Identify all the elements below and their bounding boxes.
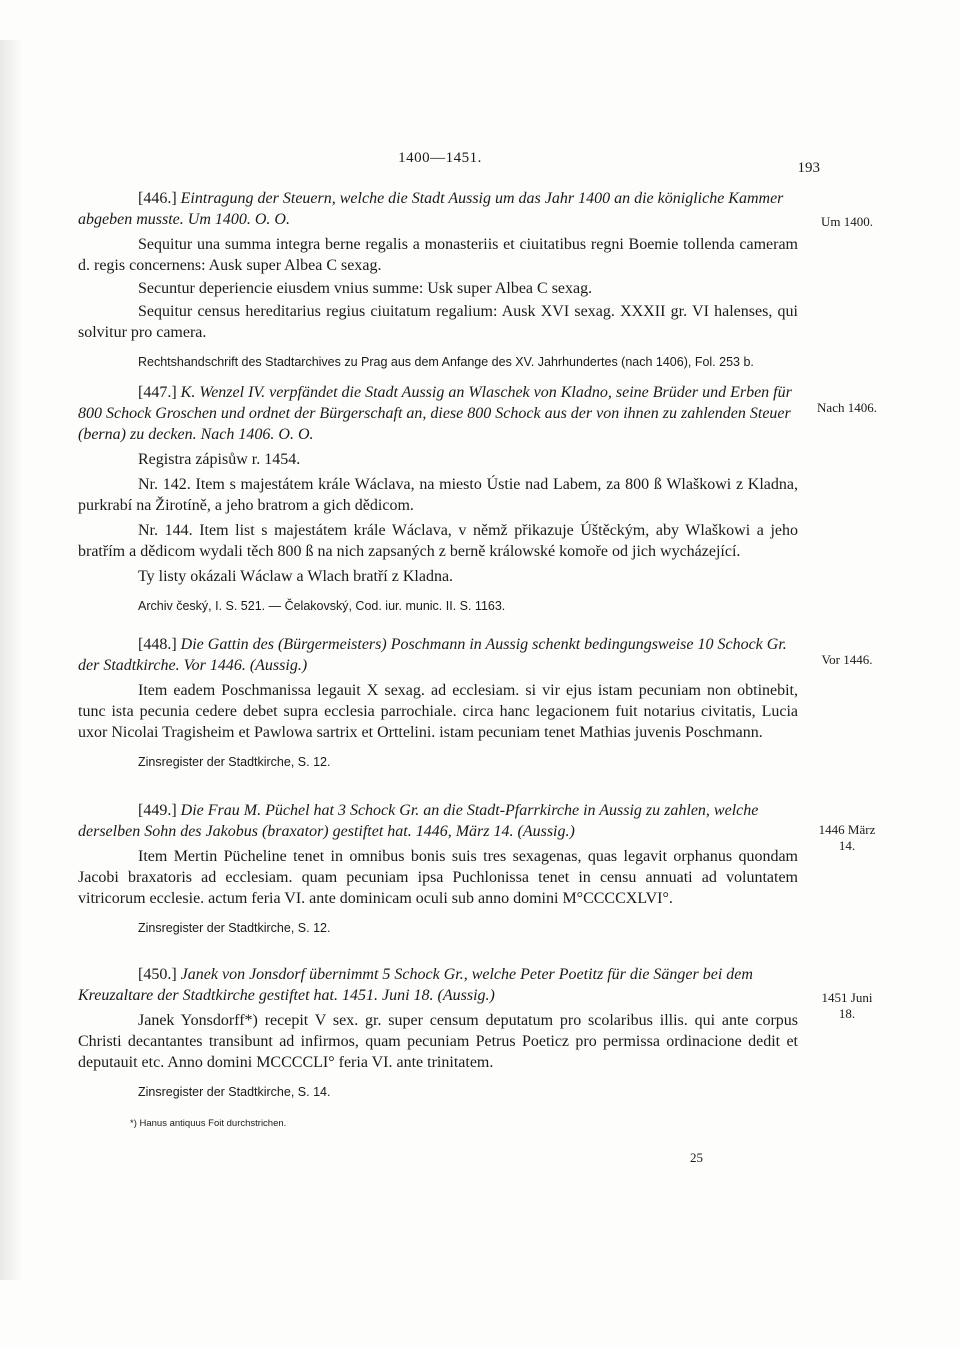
margin-date-450: 1451 Juni 18.: [821, 990, 873, 1021]
entry-heading: [78, 800, 798, 842]
entry-title: Die Gattin des (Bürgermeisters) Poschmann in Aussig schenkt bedingungsweise 10 Schock Gr. der Stadtkirche. Vor 1446. (Aussig.): [78, 636, 787, 674]
entry-paragraph: Sequitur una summa integra berne regalis a monasteriis et ciuitatibus regni Boemie tollenda cameram d. regis concernens: Ausk super Albea C sexag.: [78, 236, 798, 274]
entry-paragraph: Secuntur deperiencie eiusdem vnius summe: Usk super Albea C sexag.: [138, 280, 593, 297]
entry-source: Zinsregister der Stadtkirche, S. 12.: [138, 755, 331, 769]
entry-title: Die Frau M. Püchel hat 3 Schock Gr. an die Stadt-Pfarrkirche in Aussig zu zahlen, welche derselben Sohn des Jakobus (braxator) gestiftet hat. 1446, März 14. (Aussig.): [78, 802, 759, 840]
printer-signature: 25: [690, 1150, 703, 1165]
entry-paragraph: Item Mertin Pücheline tenet in omnibus bonis suis tres sexagenas, quas legavit orphanus quondam Jacobi braxatoris ad ecclesiam. quam pecuniam ipsa Puchlonissa tenet in censu annuati ad voluntatem vitricorum ecclesie. actum feria VI. ante dominicam oculi sub anno domini M°CCCCXLVI°.: [78, 848, 798, 907]
entry-paragraph: Ty listy okázali Wáclaw a Wlach bratří z Kladna.: [138, 568, 454, 585]
entry-paragraph: Nr. 142. Item s majestátem krále Wáclava, na miesto Ústie nad Labem, za 800 ß Wlaškowi z Kladna, purkrabí na Žirotíně, a jeho bratrom a gich dědicom.: [78, 476, 798, 514]
entry-number: [450.]: [138, 966, 177, 983]
entry-source: Archiv český, I. S. 521. — Čelakovský, Cod. iur. munic. II. S. 1163.: [138, 599, 506, 613]
entry-number: [448.]: [138, 636, 177, 653]
margin-date-447: Nach 1406.: [817, 400, 877, 415]
entry-paragraph: Nr. 144. Item list s majestátem krále Wáclava, v němž přikazuje Úštěckým, aby Wlaškowi a jeho bratřím a dědicom wydali těch 800 ß na nich zapsaných z berně králowské komoře od jich wycházející.: [78, 522, 798, 560]
entry-source: Zinsregister der Stadtkirche, S. 12.: [138, 921, 331, 935]
entry-paragraph: Item eadem Poschmanissa legauit X sexag. ad ecclesiam. si vir ejus istam pecuniam non obtinebit, tunc ista pecunia cedere debet supra ecclesia parrochiale. circa hanc legacionem fuit notarius civitatis, Lucia uxor Nicolai Tragisheim et Pawlowa sartrix et Orttelini. istam pecuniam tenet Mathias juvenis Poschmann.: [78, 682, 798, 741]
scan-gutter-shadow: [0, 40, 22, 1280]
margin-date-449: 1446 März 14.: [818, 822, 876, 853]
entry-447: [78, 382, 798, 615]
entry-source: Zinsregister der Stadtkirche, S. 14.: [138, 1085, 331, 1099]
entry-paragraph: Sequitur census hereditarius regius ciuitatum regalium: Ausk XVI sexag. XXXII gr. VI halenses, qui solvitur pro camera.: [78, 303, 798, 341]
running-head-text: 1400—1451.: [398, 150, 482, 166]
entry-number: [446.]: [138, 190, 177, 207]
entry-448: [78, 634, 798, 771]
entry-449: [78, 800, 798, 937]
entry-source: Rechtshandschrift des Stadtarchives zu Prag aus dem Anfange des XV. Jahrhundertes (nach 1406), Fol. 253 b.: [138, 355, 754, 369]
entry-paragraph: Registra zápisůw r. 1454.: [138, 451, 301, 468]
entry-title: Eintragung der Steuern, welche die Stadt Aussig um das Jahr 1400 an die königliche Kammer abgeben musste. Um 1400. O. O.: [78, 190, 784, 228]
margin-date-446: Um 1400.: [821, 214, 873, 229]
entry-title: K. Wenzel IV. verpfändet die Stadt Aussig an Wlaschek von Kladno, seine Brüder und Erben für 800 Schock Groschen und ordnet der Bürgerschaft an, diese 800 Schock aus der von ihnen zu zahlenden Steuer (berna) zu decken. Nach 1406. O. O.: [78, 384, 792, 443]
entry-heading: [78, 188, 798, 230]
entry-446: [78, 188, 798, 371]
entry-number: [449.]: [138, 802, 177, 819]
page-number: 193: [797, 160, 820, 176]
footnote: *) Hanus antiquus Foit durchstrichen.: [130, 1118, 287, 1129]
margin-date-448: Vor 1446.: [821, 652, 873, 667]
entry-heading: [78, 634, 798, 676]
running-head: [80, 150, 800, 167]
entry-heading: [78, 964, 798, 1006]
entry-title: Janek von Jonsdorf übernimmt 5 Schock Gr., welche Peter Poetitz für die Sänger bei dem Kreuzaltare der Stadtkirche gestiftet hat. 1451. Juni 18. (Aussig.): [78, 966, 753, 1004]
entry-paragraph: Janek Yonsdorff*) recepit V sex. gr. super censum deputatum pro scolaribus illis. qui ante corpus Christi decantantes transibunt ad infirmos, quam pecuniam Petrus Poeticz pro permissa ordinacione dedit et deputauit etc. Anno domini MCCCCLI° feria VI. ante trinitatem.: [78, 1012, 798, 1071]
entry-450: [78, 964, 798, 1101]
entry-heading: [78, 382, 798, 445]
entry-number: [447.]: [138, 384, 177, 401]
